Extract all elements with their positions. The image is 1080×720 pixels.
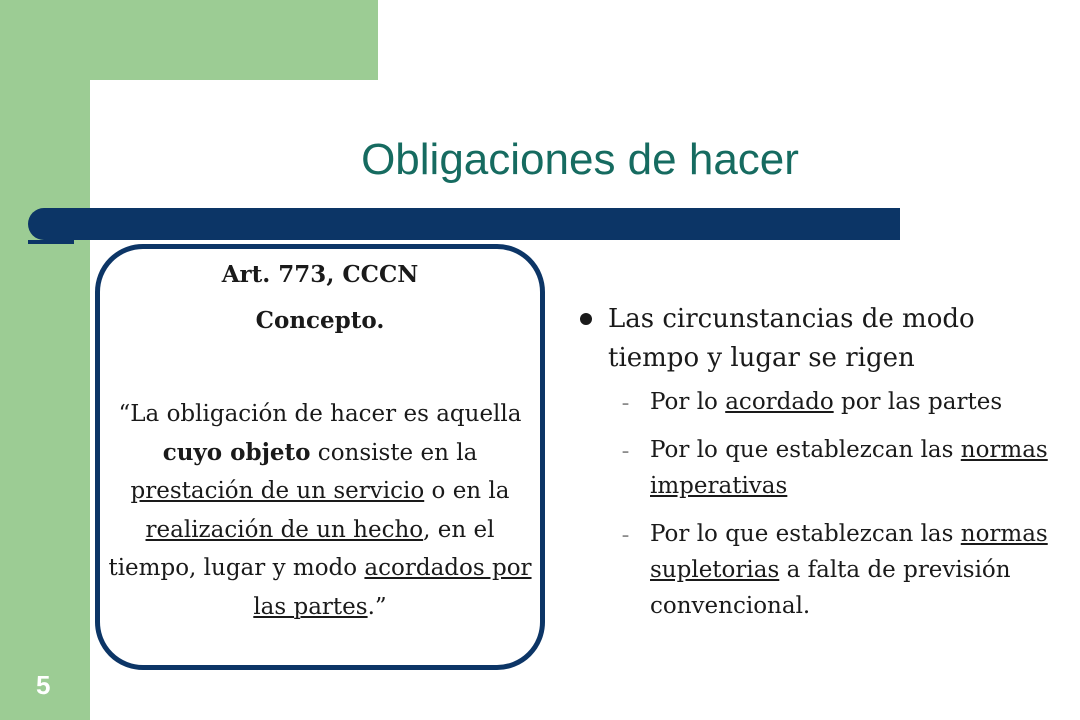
right-bullet-list xyxy=(580,300,1050,636)
green-top-band xyxy=(0,0,378,80)
title-underline-bar xyxy=(28,208,900,240)
article-subheading: Concepto. xyxy=(255,307,385,334)
sub-item-acordado xyxy=(580,384,1050,420)
sub-item-text: Por lo xyxy=(650,389,726,415)
quote-text-5: .” xyxy=(367,593,387,620)
article-box xyxy=(95,244,545,670)
quote-bold-cuyo-objeto: cuyo objeto xyxy=(162,438,311,466)
quote-underline-servicio: prestación de un servicio xyxy=(130,478,425,504)
main-bullet xyxy=(580,300,1050,378)
article-heading: Art. 773, CCCN xyxy=(221,261,419,288)
sub-item-underline: normas supletorias xyxy=(650,521,1048,583)
dash-icon: – xyxy=(622,396,629,412)
quote-text-2: consiste en la xyxy=(310,439,478,466)
sub-item-text: a falta de previsión convencional. xyxy=(650,557,1011,619)
slide-number: 5 xyxy=(36,670,51,700)
quote-text-3: o en la xyxy=(424,478,510,504)
quote-text-1: “La obligación de hacer es aquella xyxy=(118,401,522,427)
sub-item-text: Por lo que establezcan las xyxy=(650,437,961,463)
dash-icon: – xyxy=(622,528,629,544)
slide-title: Obligaciones de hacer xyxy=(361,135,799,184)
green-sidebar-band xyxy=(0,0,90,720)
sub-item-text: por las partes xyxy=(833,389,1003,415)
bullet-dot-icon xyxy=(580,313,592,325)
quote-underline-partes: acordados por las partes xyxy=(253,555,532,620)
sub-item-imperativas xyxy=(580,432,1050,504)
sub-item-underline: normas imperativas xyxy=(650,437,1048,499)
sub-item-underline: acordado xyxy=(725,389,834,415)
main-bullet-text: Las circunstancias de modo tiempo y lugar se rigen xyxy=(608,304,975,373)
sub-item-supletorias xyxy=(580,516,1050,624)
quote-underline-hecho: realización de un hecho xyxy=(145,516,424,543)
dash-icon: – xyxy=(622,444,629,460)
quote-text-4: , en el tiempo, lugar y modo xyxy=(108,516,495,581)
article-quote xyxy=(108,395,532,626)
title-bar-notch xyxy=(28,240,74,244)
sub-item-text: Por lo que establezcan las xyxy=(650,521,961,547)
